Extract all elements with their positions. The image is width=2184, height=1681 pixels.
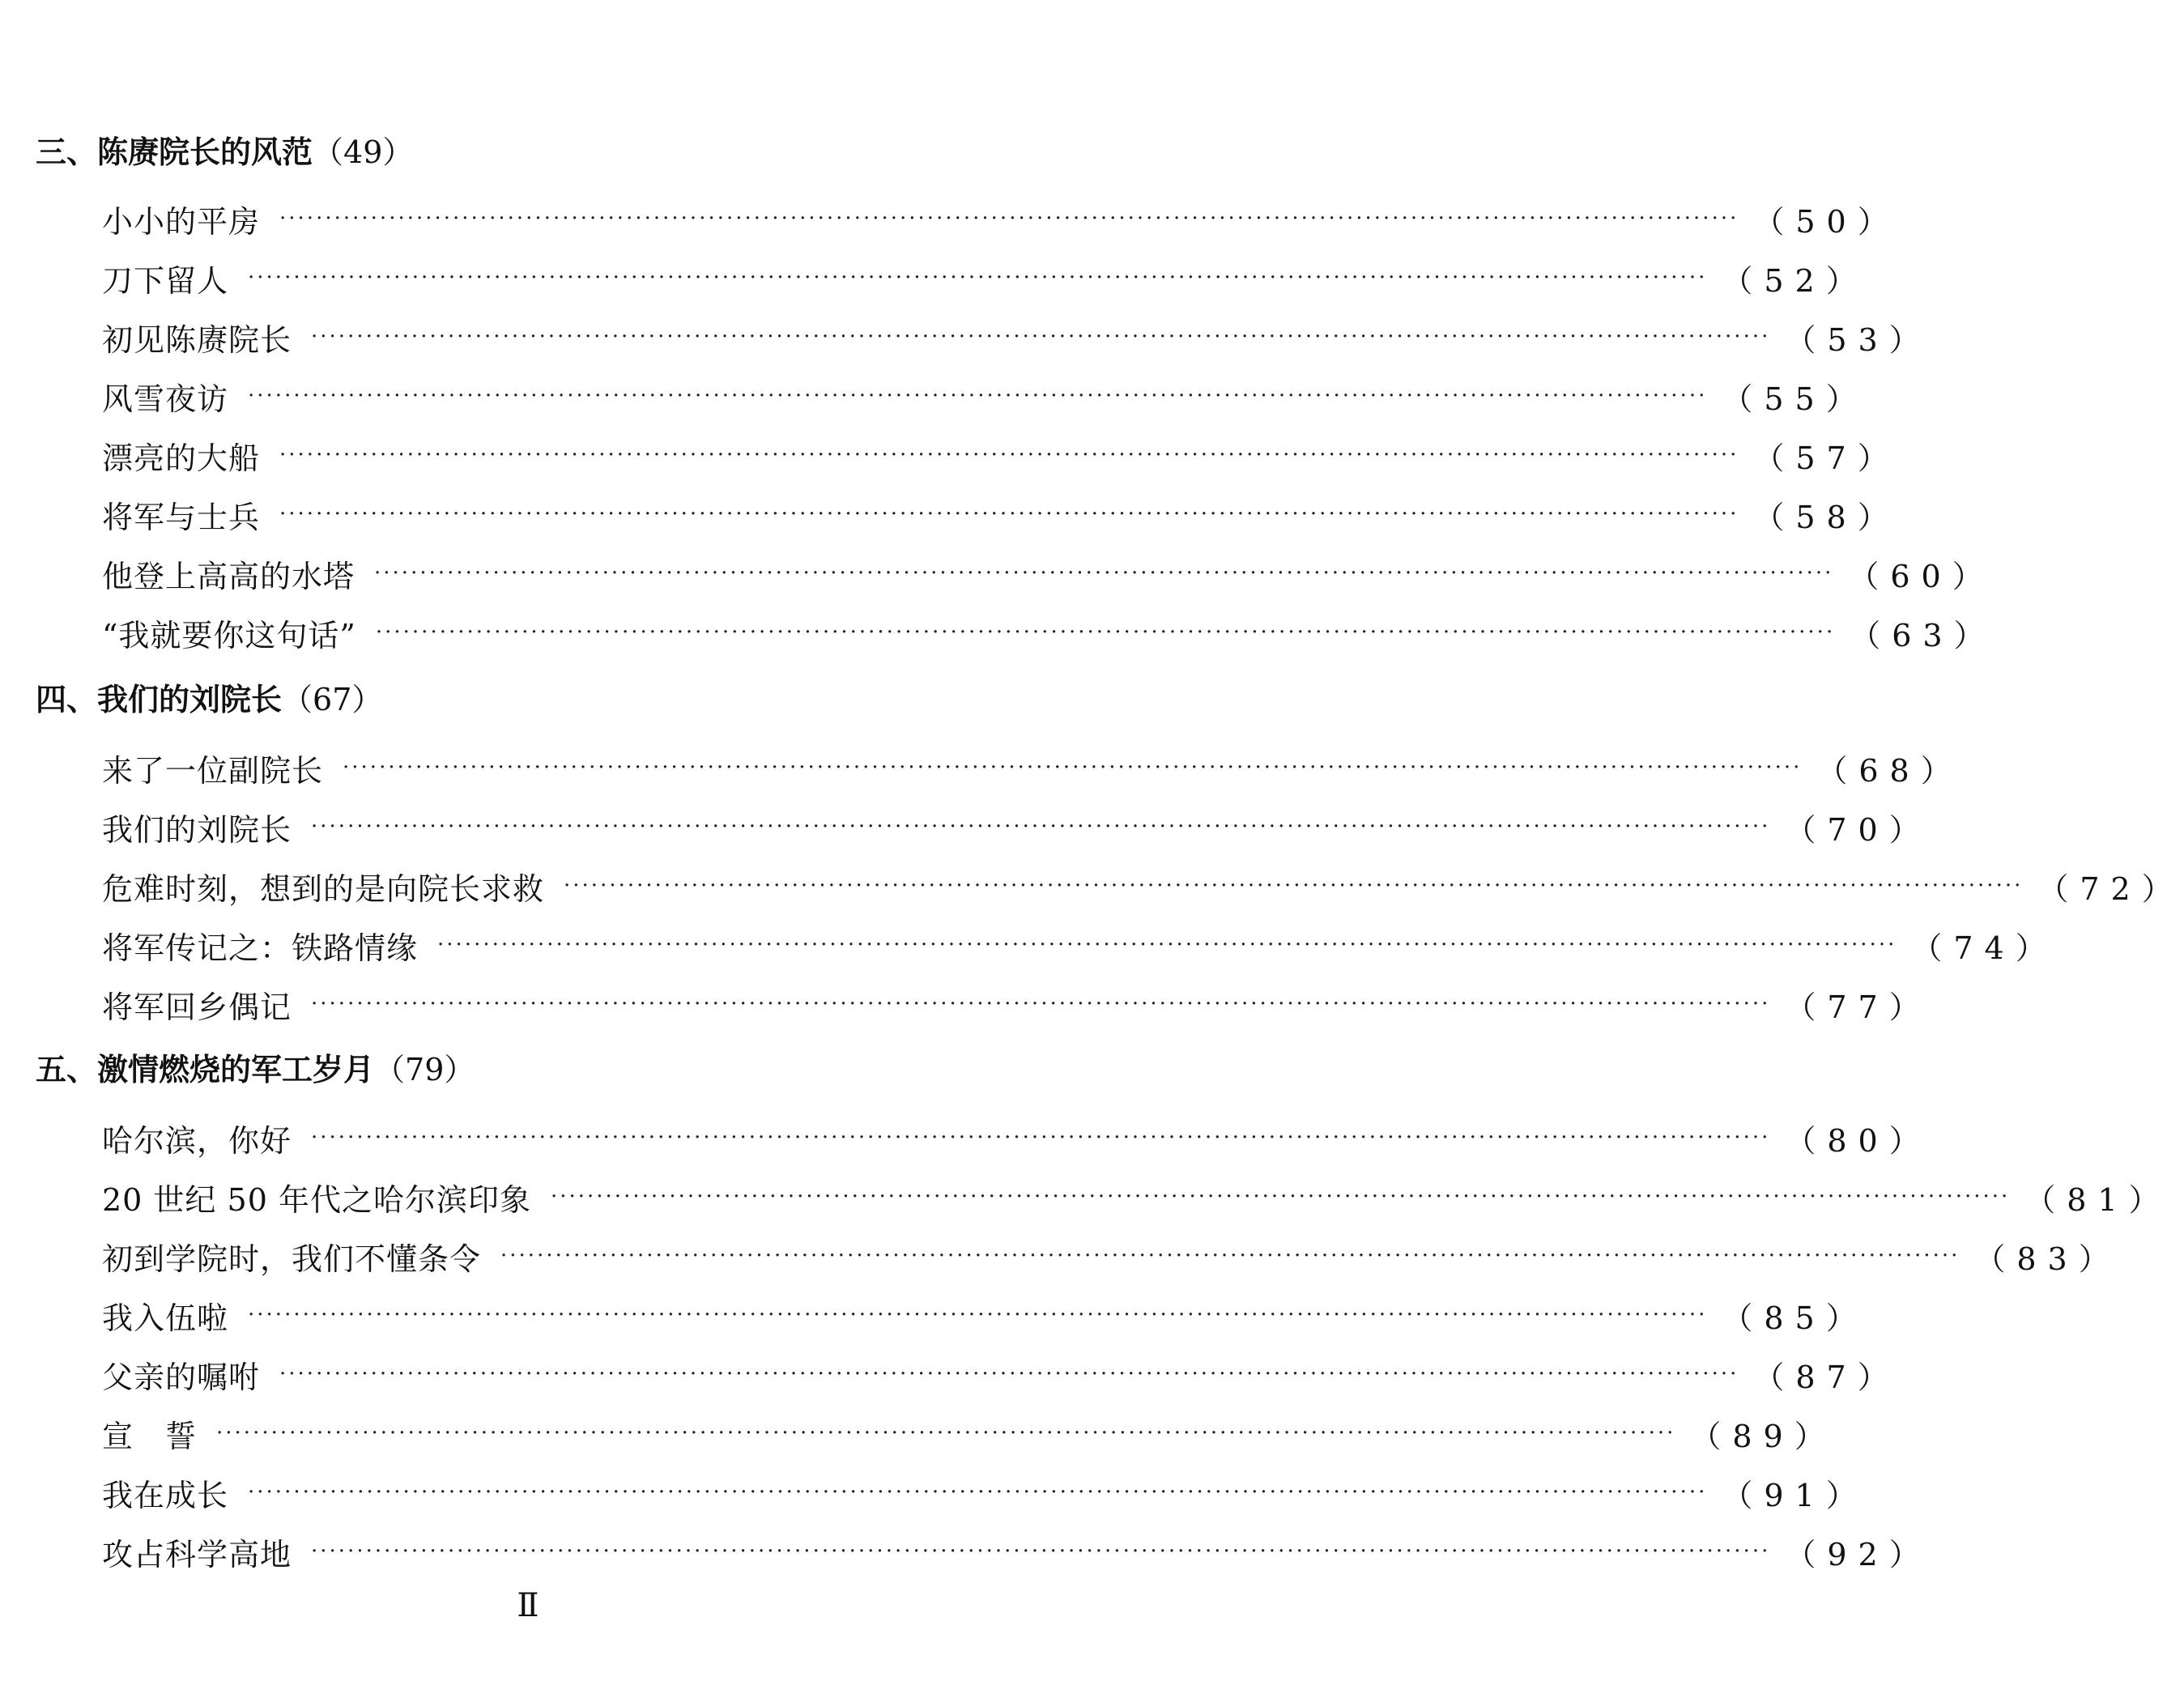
dot-leader: ································································································································································: [216, 1421, 1676, 1445]
toc-entry[interactable]: [102, 981, 1931, 1027]
dot-leader: ································································································································································: [248, 266, 1708, 290]
entry-title: 将军与士兵: [102, 499, 261, 535]
entry-title: 危难时刻，想到的是向院长求救: [102, 870, 545, 907]
dot-leader: ································································································································································: [311, 325, 1771, 349]
section-start-page: （49）: [313, 134, 414, 170]
entry-title: 刀下留人: [102, 262, 229, 299]
entry-page: （55）: [1722, 381, 1868, 417]
entry-title: 将军传记之：铁路情缘: [102, 930, 419, 966]
toc-entry[interactable]: [102, 1292, 1868, 1338]
dot-leader: ································································································································································: [279, 443, 1739, 467]
toc-entry[interactable]: [102, 432, 1900, 478]
entry-title: 风雪夜访: [102, 381, 229, 417]
entry-title: 我们的刘院长: [102, 811, 292, 848]
entry-page: （92）: [1785, 1536, 1931, 1572]
entry-page: （50）: [1753, 203, 1900, 240]
entry-page: （77）: [1785, 989, 1931, 1025]
entry-page: （63）: [1850, 617, 1996, 653]
dot-leader: ································································································································································: [375, 620, 1836, 645]
entry-title: “我就要你这句话”: [102, 617, 356, 653]
dot-leader: ································································································································································: [311, 1126, 1771, 1150]
toc-entry[interactable]: [102, 1470, 1868, 1515]
entry-title: 我入伍啦: [102, 1300, 229, 1336]
page-number: Ⅱ: [517, 1587, 539, 1624]
toc-entry[interactable]: [102, 804, 1931, 849]
dot-leader: ································································································································································: [311, 815, 1771, 839]
toc-entry[interactable]: [102, 610, 1996, 655]
dot-leader: ································································································································································: [279, 1362, 1739, 1386]
entry-title: 漂亮的大船: [102, 440, 261, 476]
toc-entry[interactable]: [102, 551, 1995, 596]
entry-page: （81）: [2024, 1181, 2171, 1218]
toc-entry[interactable]: [102, 196, 1900, 241]
toc-entry[interactable]: [102, 373, 1868, 419]
dot-leader: ································································································································································: [311, 992, 1771, 1016]
dot-leader: ································································································································································: [437, 933, 1897, 957]
dot-leader: ································································································································································: [343, 755, 1803, 780]
entry-page: （85）: [1722, 1300, 1868, 1336]
dot-leader: ································································································································································: [248, 384, 1708, 408]
section-start-page: （67）: [282, 682, 383, 717]
entry-page: （60）: [1848, 558, 1995, 594]
entry-page: （87）: [1753, 1359, 1900, 1395]
toc-entry[interactable]: [102, 1411, 1837, 1456]
entry-page: （57）: [1753, 440, 1900, 476]
entry-page: （72）: [2037, 870, 2184, 907]
toc-entry[interactable]: [102, 745, 1963, 790]
entry-title: 20 世纪 50 年代之哈尔滨印象: [102, 1181, 531, 1218]
toc-entry[interactable]: [102, 1174, 2171, 1219]
entry-title: 小小的平房: [102, 203, 261, 240]
section-title: 四、我们的刘院长: [36, 682, 283, 717]
entry-title: 父亲的嘱咐: [102, 1359, 261, 1395]
entry-page: （70）: [1785, 811, 1931, 848]
entry-page: （83）: [1974, 1241, 2121, 1277]
entry-page: （68）: [1816, 752, 1963, 789]
dot-leader: ································································································································································: [248, 1480, 1708, 1504]
entry-page: （53）: [1785, 321, 1931, 358]
toc-entry[interactable]: [102, 863, 2184, 909]
dot-leader: ································································································································································: [279, 206, 1739, 231]
section-heading: [36, 1050, 475, 1089]
toc-entry[interactable]: [102, 1529, 1931, 1574]
entry-page: （58）: [1753, 499, 1900, 535]
entry-title: 宣 誓: [102, 1418, 198, 1454]
section-title: 五、激情燃烧的军工岁月: [36, 1052, 375, 1087]
entry-page: （74）: [1911, 930, 2058, 966]
entry-title: 他登上高高的水塔: [102, 558, 355, 594]
entry-title: 将军回乡偶记: [102, 989, 292, 1025]
dot-leader: ································································································································································: [311, 1539, 1771, 1564]
toc-entry[interactable]: [102, 492, 1900, 537]
entry-title: 攻占科学高地: [102, 1536, 292, 1572]
section-title: 三、陈赓院长的风范: [36, 134, 313, 170]
entry-page: （91）: [1722, 1477, 1868, 1513]
entry-page: （80）: [1785, 1122, 1931, 1159]
entry-title: 来了一位副院长: [102, 752, 324, 789]
dot-leader: ································································································································································: [550, 1185, 2011, 1209]
entry-page: （89）: [1690, 1418, 1837, 1454]
entry-title: 哈尔滨，你好: [102, 1122, 292, 1159]
toc-entry[interactable]: [102, 1233, 2121, 1279]
entry-title: 初到学院时，我们不懂条令: [102, 1241, 482, 1277]
entry-page: （52）: [1722, 262, 1868, 299]
toc-entry[interactable]: [102, 314, 1931, 360]
toc-entry[interactable]: [102, 255, 1868, 300]
entry-title: 初见陈赓院长: [102, 321, 292, 358]
toc-entry[interactable]: [102, 1351, 1900, 1397]
entry-title: 我在成长: [102, 1477, 229, 1513]
dot-leader: ································································································································································: [374, 561, 1834, 585]
dot-leader: ································································································································································: [564, 874, 2024, 898]
section-heading: [36, 133, 413, 172]
toc-entry[interactable]: [102, 1115, 1931, 1160]
section-heading: [36, 680, 382, 719]
dot-leader: ································································································································································: [248, 1303, 1708, 1327]
section-start-page: （79）: [374, 1052, 475, 1087]
toc-entry[interactable]: [102, 922, 2058, 968]
dot-leader: ································································································································································: [500, 1244, 1960, 1268]
dot-leader: ································································································································································: [279, 502, 1739, 526]
